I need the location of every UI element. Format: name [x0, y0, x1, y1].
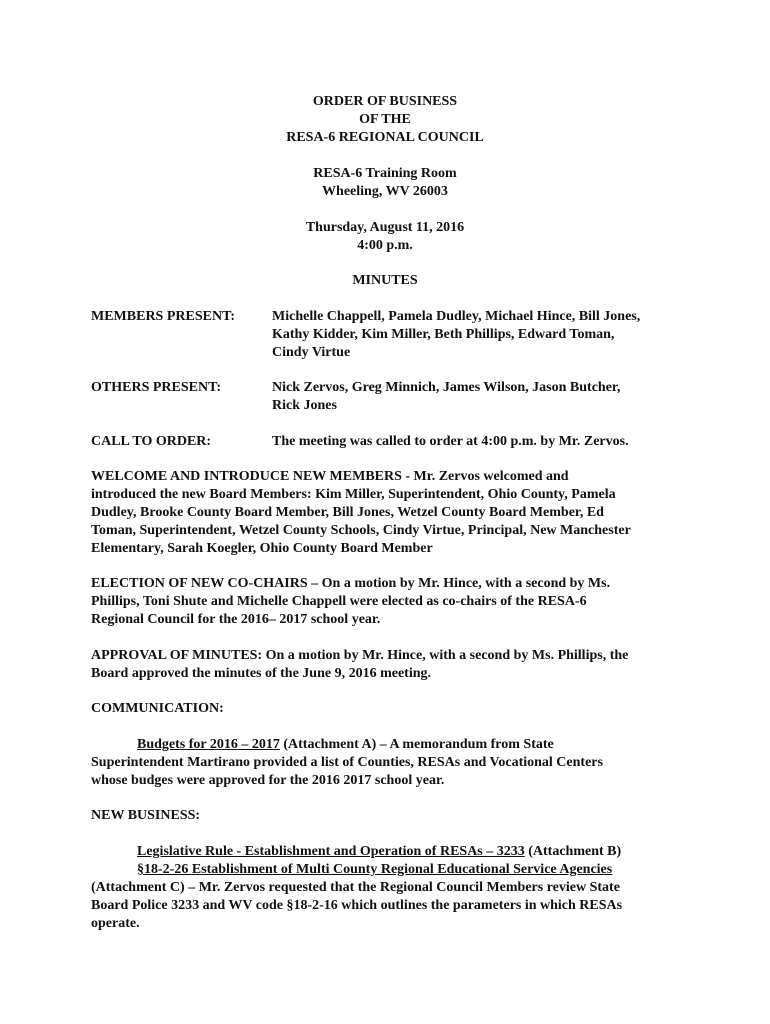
text-line: Regional Council for the 2016– 2017 school year. — [91, 612, 381, 627]
new-business-heading: NEW BUSINESS: — [91, 808, 201, 823]
meeting-datetime — [0, 219, 770, 255]
text-line: WELCOME AND INTRODUCE NEW MEMBERS - Mr. Zervos welcomed and — [91, 469, 569, 484]
call-to-order-label: CALL TO ORDER: — [91, 434, 212, 449]
statute-title: §18-2-26 Establishment of Multi County Regional Educational Service Agencies — [137, 862, 613, 877]
location-line: RESA-6 Training Room — [313, 166, 457, 181]
new-business-item — [91, 843, 622, 933]
members-present-list — [272, 308, 640, 362]
text-line: Kathy Kidder, Kim Miller, Beth Phillips, Edward Toman, — [272, 327, 615, 342]
text-line: Dudley, Brooke County Board Member, Bill Jones, Wetzel County Board Member, Ed — [91, 505, 604, 520]
call-to-order-text: The meeting was called to order at 4:00 p.m. by Mr. Zervos. — [272, 434, 629, 449]
text-line: Board approved the minutes of the June 9, 2016 meeting. — [91, 666, 432, 681]
text-line: Nick Zervos, Greg Minnich, James Wilson, Jason Butcher, — [272, 380, 621, 395]
text-span: (Attachment B) — [524, 844, 622, 859]
meeting-time: 4:00 p.m. — [357, 238, 413, 253]
text-span: (Attachment A) – A memorandum from State — [279, 737, 554, 752]
text-line: ELECTION OF NEW CO-CHAIRS – On a motion by Mr. Hince, with a second by Ms. — [91, 576, 611, 591]
text-line: Michelle Chappell, Pamela Dudley, Michael Hince, Bill Jones, — [272, 309, 641, 324]
text-line: whose budges were approved for the 2016 2017 school year. — [91, 773, 445, 788]
text-line: introduced the new Board Members: Kim Miller, Superintendent, Ohio County, Pamela — [91, 487, 616, 502]
text-line: Toman, Superintendent, Wetzel County Schools, Cindy Virtue, Principal, New Manchester — [91, 523, 631, 538]
text-line: Rick Jones — [272, 398, 337, 413]
others-present-list — [272, 379, 620, 415]
text-line: operate. — [91, 916, 140, 931]
legislative-rule-title: Legislative Rule - Establishment and Operation of RESAs – 3233 — [137, 844, 525, 859]
communication-item — [91, 736, 603, 790]
approval-section — [91, 647, 628, 683]
meeting-date: Thursday, August 11, 2016 — [305, 220, 465, 235]
text-line: Elementary, Sarah Koegler, Ohio County Board Member — [91, 541, 433, 556]
welcome-section — [91, 468, 631, 558]
title-line: OF THE — [359, 112, 411, 127]
document-title — [0, 93, 770, 147]
text-line: Board Police 3233 and WV code §18-2-16 which outlines the parameters in which RESAs — [91, 898, 623, 913]
location-line: Wheeling, WV 26003 — [322, 184, 448, 199]
text-line: Cindy Virtue — [272, 345, 351, 360]
title-line: RESA-6 REGIONAL COUNCIL — [286, 130, 484, 145]
budgets-title: Budgets for 2016 – 2017 — [137, 737, 280, 752]
doc-type: MINUTES — [352, 273, 418, 288]
communication-heading: COMMUNICATION: — [91, 701, 224, 716]
title-line: ORDER OF BUSINESS — [312, 94, 458, 109]
others-present-label: OTHERS PRESENT: — [91, 380, 222, 395]
text-line: (Attachment C) – Mr. Zervos requested that the Regional Council Members review State — [91, 880, 620, 895]
election-section — [91, 575, 610, 629]
text-line: Phillips, Toni Shute and Michelle Chappell were elected as co-chairs of the RESA-6 — [91, 594, 587, 609]
text-line: APPROVAL OF MINUTES: On a motion by Mr. Hince, with a second by Ms. Phillips, the — [91, 648, 629, 663]
meeting-location — [0, 165, 770, 201]
text-line: Superintendent Martirano provided a list of Counties, RESAs and Vocational Centers — [91, 755, 603, 770]
members-present-label: MEMBERS PRESENT: — [91, 309, 236, 324]
